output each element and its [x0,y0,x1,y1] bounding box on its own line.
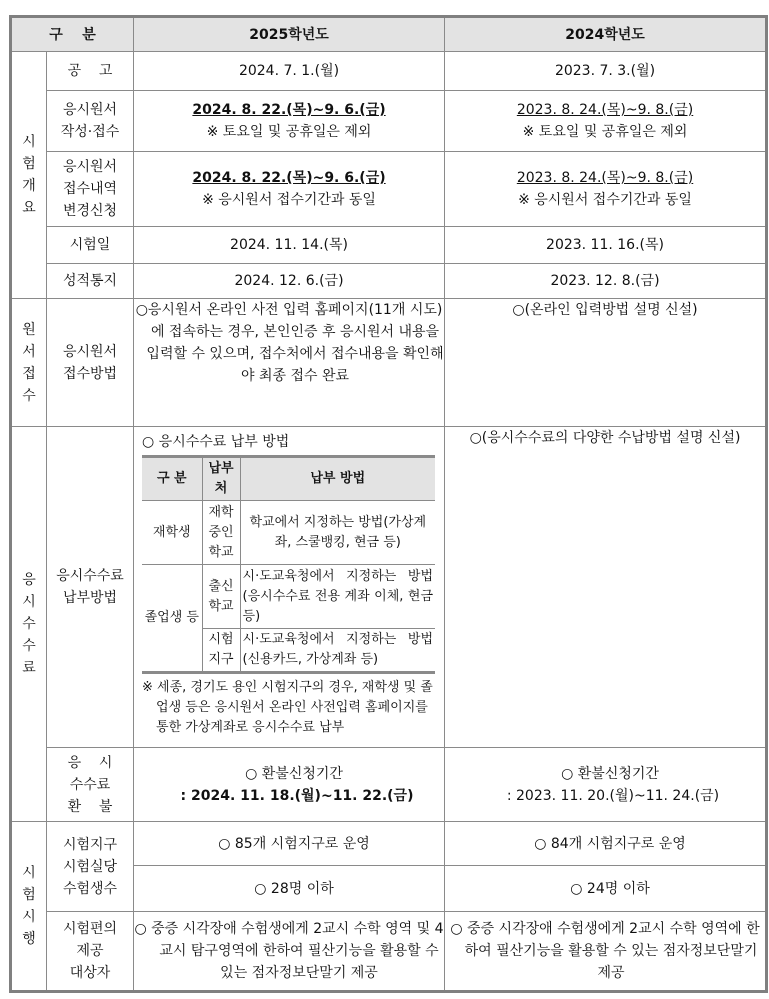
category-overview [11,52,47,299]
announce-2025: 2024. 7. 1.(월) [134,52,445,91]
label-result: 성적통지 [47,264,134,299]
label-line: 수수료 [69,776,111,793]
reception-2025-text: ○응시원서 온라인 사전 입력 홈페이지(11개 시도)에 접속하는 경우, 본인인증 후 응시원서 내용을 입력할 수 있으며, 접수처에서 접수내용을 확인해야 최종 접수 완료 [135,302,444,384]
header-row [11,17,767,52]
payment-method-table [142,455,435,674]
label-line: 응 시 [67,754,113,771]
row-application [11,91,767,152]
category-char: 수 [22,638,36,654]
inner-header-place: 납부처 [202,457,240,501]
category-fee [11,427,47,822]
category-char: 험 [22,156,36,172]
label-application [47,91,134,152]
inner-header-row [142,457,435,501]
label-line: 작성·접수 [60,124,120,140]
row-result [11,264,767,299]
exam-day-2025: 2024. 11. 14.(목) [134,227,445,264]
label-line: 응시원서 [62,159,118,175]
reception-2025 [134,299,445,427]
category-char: 시 [22,909,36,925]
districts-2024: ○ 84개 시험지구로 운영 [445,822,767,866]
inner-row [142,501,435,565]
refund-2025-period: : 2024. 11. 18.(월)~11. 22.(금) [180,787,414,804]
row-reception [11,299,767,427]
header-2024: 2024학년도 [445,17,767,52]
fee-payment-title: ○ 응시수수료 납부 방법 [142,434,290,450]
label-line: 시험실당 [62,858,118,875]
label-line: 접수방법 [62,365,118,382]
category-char: 시 [22,865,36,881]
label-line: 수험생수 [62,880,118,897]
inner-place: 시험지구 [202,629,240,673]
convenience-2025 [134,912,445,992]
change-2024-date: 2023. 8. 24.(목)~9. 8.(금) [516,170,694,186]
label-line: 시험편의 [62,921,118,937]
category-char: 접 [22,365,36,382]
label-line: 납부방법 [62,590,118,606]
label-line: 응시원서 [62,102,118,118]
header-category: 구 분 [11,17,134,52]
label-line: 환 불 [67,798,113,815]
row-change [11,152,767,227]
districts-2025: ○ 85개 시험지구로 운영 [134,822,445,866]
row-districts [11,822,767,866]
convenience-2024-text: ○ 중증 시각장애 수험생에게 2교시 수학 영역에 한하여 필산기능을 활용할 수 있는 점자정보단말기 제공 [450,921,760,981]
refund-2024-title: ○ 환불신청기간 [561,765,659,782]
category-char: 료 [22,660,36,676]
label-line: 대상자 [69,965,111,981]
change-2024 [445,152,767,227]
refund-2024 [445,748,767,822]
category-char: 험 [22,887,36,903]
category-char: 서 [22,343,36,360]
refund-2024-period: : 2023. 11. 20.(월)~11. 24.(금) [506,787,720,804]
fee-payment-2024 [445,427,767,748]
label-fee-payment [47,427,134,748]
label-change [47,152,134,227]
row-exam-day [11,227,767,264]
category-char: 시 [22,134,36,150]
category-char: 수 [22,616,36,632]
row-convenience [11,912,767,992]
inner-header-method: 납부 방법 [240,457,435,501]
inner-group: 재학생 [142,501,202,565]
application-2025-note: ※ 토요일 및 공휴일은 제외 [206,124,372,140]
comparison-table [9,15,768,993]
row-announce [11,52,767,91]
category-char: 행 [22,931,36,947]
row-refund [11,748,767,822]
reception-2024-text: ○(온라인 입력방법 설명 신설) [512,302,698,318]
label-exam-day: 시험일 [47,227,134,264]
label-line: 응시수수료 [56,568,124,584]
label-line: 접수내역 [62,181,118,197]
application-2025-date: 2024. 8. 22.(목)~9. 6.(금) [192,102,386,118]
application-2024-note: ※ 토요일 및 공휴일은 제외 [522,124,688,140]
inner-place: 재학중인학교 [202,501,240,565]
label-convenience [47,912,134,992]
fee-payment-note: ※ 세종, 경기도 용인 시험지구의 경우, 재학생 및 졸업생 등은 응시원서 온라인 사전입력 홈페이지를 통한 가상계좌로 응시수수료 납부 [142,680,433,735]
inner-row [142,565,435,629]
category-char: 응 [22,572,36,588]
inner-method: 시·도교육청에서 지정하는 방법(신용카드, 가상계좌 등) [240,629,435,673]
reception-2024 [445,299,767,427]
label-refund [47,748,134,822]
exam-day-2024: 2023. 11. 16.(목) [445,227,767,264]
row-fee-payment [11,427,767,748]
refund-2025 [134,748,445,822]
category-char: 원 [22,321,36,338]
category-reception [11,299,47,427]
per-room-2024: ○ 24명 이하 [445,866,767,912]
label-line: 시험지구 [62,836,118,853]
category-operation [11,822,47,992]
result-2025: 2024. 12. 6.(금) [134,264,445,299]
refund-2025-title: ○ 환불신청기간 [245,765,343,782]
fee-payment-2025 [134,427,445,748]
inner-method: 학교에서 지정하는 방법(가상계좌, 스쿨뱅킹, 현금 등) [240,501,435,565]
fee-payment-2024-text: ○(응시수수료의 다양한 수납방법 설명 신설) [469,430,741,446]
label-line: 제공 [76,943,104,959]
category-char: 시 [22,594,36,610]
inner-header-category: 구 분 [142,457,202,501]
convenience-2025-text: ○ 중증 시각장애 수험생에게 2교시 수학 영역 및 4교시 탐구영역에 한하여 필산기능을 활용할 수 있는 점자정보단말기 제공 [134,921,444,981]
change-2025-note: ※ 응시원서 접수기간과 동일 [202,192,376,208]
header-2025: 2025학년도 [134,17,445,52]
change-2024-note: ※ 응시원서 접수기간과 동일 [518,192,692,208]
inner-group: 졸업생 등 [142,565,202,673]
category-char: 수 [22,387,36,404]
announce-2024: 2023. 7. 3.(월) [445,52,767,91]
change-2025-date: 2024. 8. 22.(목)~9. 6.(금) [192,170,386,186]
result-2024: 2023. 12. 8.(금) [445,264,767,299]
inner-method: 시·도교육청에서 지정하는 방법(응시수수료 전용 계좌 이체, 현금 등) [240,565,435,629]
change-2025 [134,152,445,227]
label-line: 응시원서 [62,343,118,360]
label-line: 변경신청 [62,203,118,219]
application-2024-date: 2023. 8. 24.(목)~9. 8.(금) [516,102,694,118]
category-char: 개 [22,178,36,194]
per-room-2025: ○ 28명 이하 [134,866,445,912]
label-announce: 공 고 [47,52,134,91]
application-2024 [445,91,767,152]
label-districts [47,822,134,912]
label-reception [47,299,134,427]
category-char: 요 [22,200,36,216]
application-2025 [134,91,445,152]
inner-place: 출신학교 [202,565,240,629]
convenience-2024 [445,912,767,992]
